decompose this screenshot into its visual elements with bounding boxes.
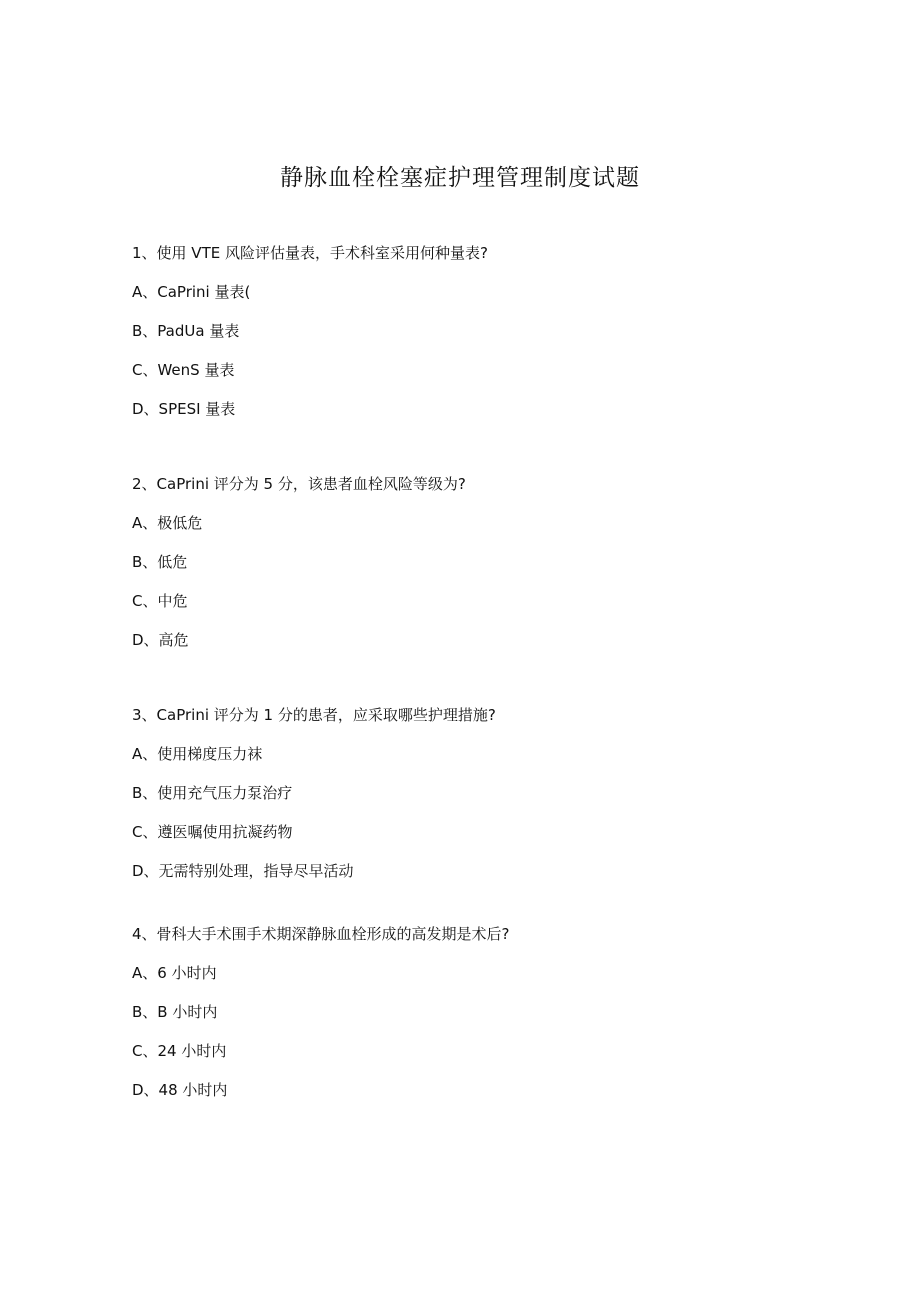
question-2-option-c: C、中危 bbox=[132, 592, 188, 610]
question-3-option-c: C、遵医嘱使用抗凝药物 bbox=[132, 823, 293, 841]
question-4-option-c: C、24 小时内 bbox=[132, 1042, 227, 1060]
question-4-option-d: D、48 小时内 bbox=[132, 1081, 228, 1099]
question-4 bbox=[132, 915, 832, 1110]
question-1-option-b: B、PadUa 量表 bbox=[132, 322, 240, 340]
question-4-option-a: A、6 小时内 bbox=[132, 964, 217, 982]
question-2-text: 2、CaPrini 评分为 5 分，该患者血栓风险等级为? bbox=[132, 475, 466, 493]
question-1-option-d: D、SPESI 量表 bbox=[132, 400, 236, 418]
question-1 bbox=[132, 234, 832, 429]
question-2-option-d: D、高危 bbox=[132, 631, 189, 649]
question-3 bbox=[132, 696, 832, 891]
question-3-option-b: B、使用充气压力泵治疗 bbox=[132, 784, 293, 802]
question-1-option-c: C、WenS 量表 bbox=[132, 361, 235, 379]
question-list bbox=[132, 234, 832, 1146]
question-3-text: 3、CaPrini 评分为 1 分的患者，应采取哪些护理措施? bbox=[132, 706, 496, 724]
question-2 bbox=[132, 465, 832, 660]
question-3-option-a: A、使用梯度压力袜 bbox=[132, 745, 263, 763]
question-3-option-d: D、无需特别处理，指导尽早活动 bbox=[132, 862, 354, 880]
question-2-option-a: A、极低危 bbox=[132, 514, 203, 532]
page-title: 静脉血栓栓塞症护理管理制度试题 bbox=[280, 165, 640, 191]
question-1-option-a: A、CaPrini 量表( bbox=[132, 283, 251, 301]
question-1-text: 1、使用 VTE 风险评估量表，手术科室采用何种量表? bbox=[132, 244, 488, 262]
question-2-option-b: B、低危 bbox=[132, 553, 188, 571]
question-4-option-b: B、B 小时内 bbox=[132, 1003, 218, 1021]
question-4-text: 4、骨科大手术围手术期深静脉血栓形成的高发期是术后? bbox=[132, 925, 510, 943]
